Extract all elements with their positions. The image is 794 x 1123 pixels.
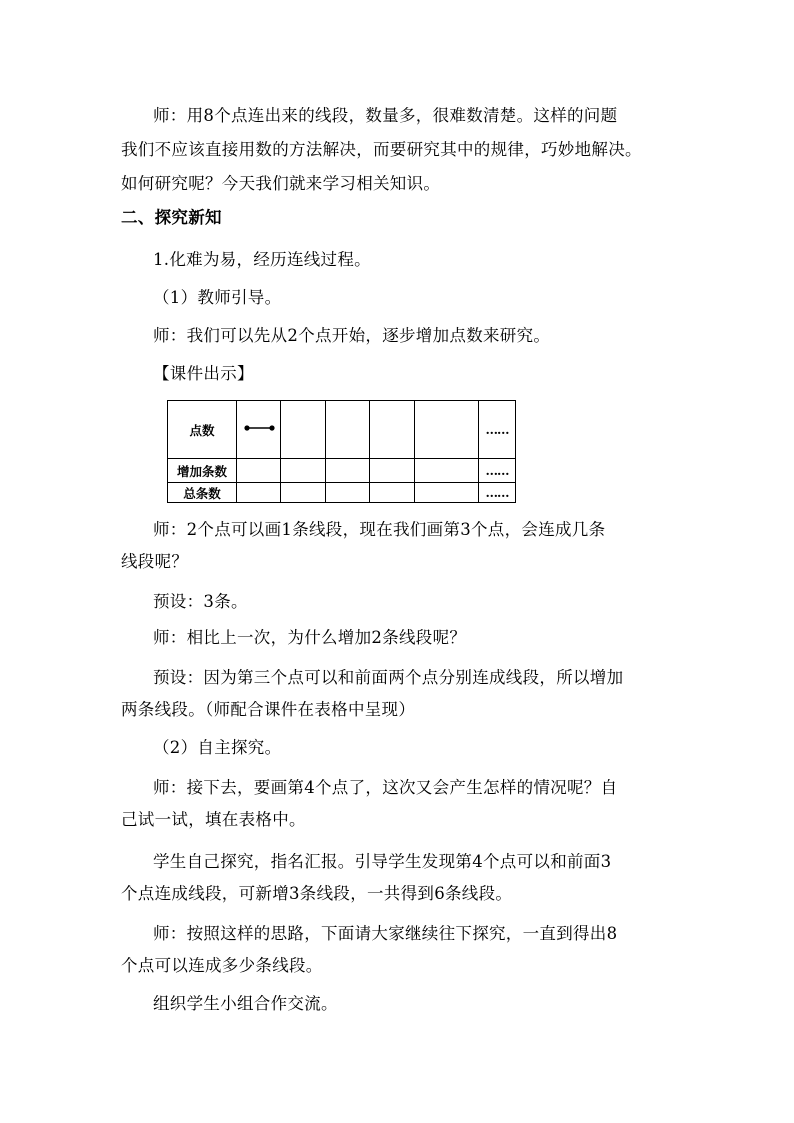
paragraph: 个点可以连成多少条线段。 [121, 956, 323, 975]
table-cell [415, 401, 479, 459]
paragraph: 学生自己探究，指名汇报。引导学生发现第4个点可以和前面3 [153, 852, 612, 871]
paragraph: 师：我们可以先从2个点开始，逐步增加点数来研究。 [153, 326, 551, 345]
courseware-table [167, 400, 516, 503]
paragraph: （2）自主探究。 [153, 738, 282, 757]
paragraph: 师：用8个点连出来的线段，数量多，很难数清楚。这样的问题 [153, 106, 618, 125]
table-cell [370, 459, 415, 483]
paragraph: 预设：因为第三个点可以和前面两个点分别连成线段，所以增加 [153, 668, 624, 687]
paragraph: 我们不应该直接用数的方法解决，而要研究其中的规律，巧妙地解决。 [121, 140, 642, 159]
table-row-label: 总条数 [168, 483, 237, 503]
paragraph: 师：2个点可以画1条线段，现在我们画第3个点，会连成几条 [153, 520, 606, 539]
paragraph: 师：相比上一次，为什么增加2条线段呢？ [153, 628, 467, 647]
table-cell [281, 401, 326, 459]
subheading: 1.化难为易，经历连线过程。 [153, 250, 371, 269]
table-cell [370, 401, 415, 459]
table-cell [415, 459, 479, 483]
paragraph: 如何研究呢？今天我们就来学习相关知识。 [121, 174, 441, 193]
two-points-segment-icon [239, 418, 279, 438]
table-row-label: 点数 [168, 401, 237, 459]
table-cell [326, 483, 370, 503]
table-cell [326, 459, 370, 483]
paragraph: 师：按照这样的思路，下面请大家继续往下探究，一直到得出8 [153, 924, 618, 943]
table-row-label: 增加条数 [168, 459, 237, 483]
section-heading: 二、探究新知 [121, 208, 222, 227]
paragraph: 线段呢？ [121, 552, 189, 571]
table-cell [370, 483, 415, 503]
paragraph: 两条线段。（师配合课件在表格中呈现） [121, 700, 416, 719]
table-ellipsis: …… [479, 483, 516, 503]
paragraph: （1）教师引导。 [153, 288, 282, 307]
paragraph: 己试一试，填在表格中。 [121, 810, 306, 829]
paragraph: 【课件出示】 [153, 364, 254, 383]
table-cell [281, 483, 326, 503]
table-cell [281, 459, 326, 483]
paragraph: 个点连成线段，可新增3条线段，一共得到6条线段。 [121, 884, 513, 903]
table-ellipsis: …… [479, 459, 516, 483]
table-cell [237, 459, 281, 483]
paragraph: 师：接下去，要画第4个点了，这次又会产生怎样的情况呢？自 [153, 778, 618, 797]
table-ellipsis: …… [479, 401, 516, 459]
table-cell [415, 483, 479, 503]
two-dot-segment-cell [237, 401, 281, 459]
table-cell [326, 401, 370, 459]
table-cell [237, 483, 281, 503]
paragraph: 组织学生小组合作交流。 [153, 994, 338, 1013]
paragraph: 预设：3条。 [153, 592, 248, 611]
